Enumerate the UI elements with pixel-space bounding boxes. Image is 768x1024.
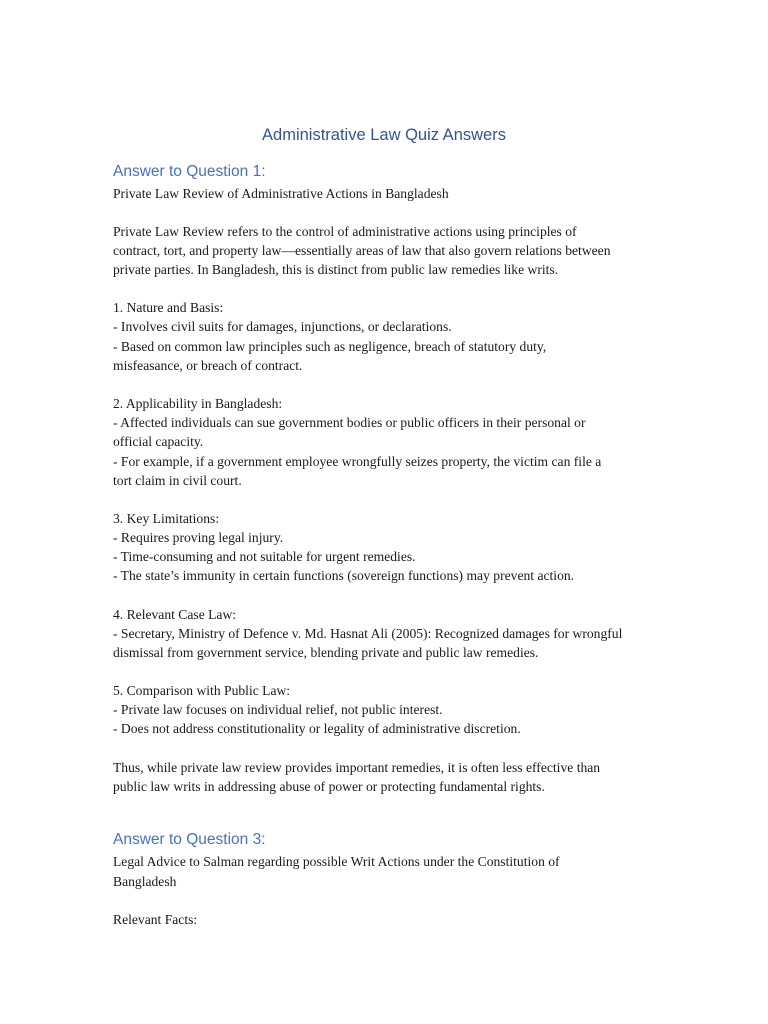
applicability-line: tort claim in civil court. — [113, 473, 242, 488]
caselaw-line: - Secretary, Ministry of Defence v. Md. Hasnat Ali (2005): Recognized damages for wrongful — [113, 626, 623, 641]
answer-3-subtitle: Legal Advice to Salman regarding possible Writ Actions under the Constitution of — [113, 854, 560, 869]
document-title: Administrative Law Quiz Answers — [262, 126, 506, 144]
answer-1-heading: Answer to Question 1: — [113, 163, 266, 180]
caselaw-line: dismissal from government service, blending private and public law remedies. — [113, 645, 539, 660]
comparison-heading: 5. Comparison with Public Law: — [113, 683, 291, 698]
answer-3-subtitle: Bangladesh — [113, 874, 177, 889]
applicability-heading: 2. Applicability in Bangladesh: — [113, 396, 283, 411]
limitations-line: - Time-consuming and not suitable for urgent remedies. — [113, 549, 416, 564]
comparison-line: - Does not address constitutionality or legality of administrative discretion. — [113, 721, 521, 736]
relevant-facts-label: Relevant Facts: — [113, 912, 198, 927]
limitations-heading: 3. Key Limitations: — [113, 511, 220, 526]
applicability-line: official capacity. — [113, 434, 204, 449]
applicability-line: - For example, if a government employee wrongfully seizes property, the victim can file a — [113, 454, 602, 469]
conclusion-line: Thus, while private law review provides important remedies, it is often less effective than — [113, 760, 601, 775]
limitations-line: - Requires proving legal injury. — [113, 530, 284, 545]
answer-1-subtitle: Private Law Review of Administrative Actions in Bangladesh — [113, 186, 449, 201]
nature-line: misfeasance, or breach of contract. — [113, 358, 303, 373]
applicability-line: - Affected individuals can sue government bodies or public officers in their personal or — [113, 415, 586, 430]
conclusion-line: public law writs in addressing abuse of power or protecting fundamental rights. — [113, 779, 545, 794]
caselaw-heading: 4. Relevant Case Law: — [113, 607, 237, 622]
nature-line: - Involves civil suits for damages, injunctions, or declarations. — [113, 319, 452, 334]
answer-3-heading: Answer to Question 3: — [113, 831, 266, 848]
intro-line: private parties. In Bangladesh, this is distinct from public law remedies like writs. — [113, 262, 559, 277]
limitations-line: - The state’s immunity in certain functions (sovereign functions) may prevent action. — [113, 568, 575, 583]
intro-line: Private Law Review refers to the control of administrative actions using principles of — [113, 224, 577, 239]
nature-line: - Based on common law principles such as negligence, breach of statutory duty, — [113, 339, 547, 354]
comparison-line: - Private law focuses on individual relief, not public interest. — [113, 702, 443, 717]
intro-line: contract, tort, and property law—essentially areas of law that also govern relations between — [113, 243, 611, 258]
nature-heading: 1. Nature and Basis: — [113, 300, 224, 315]
